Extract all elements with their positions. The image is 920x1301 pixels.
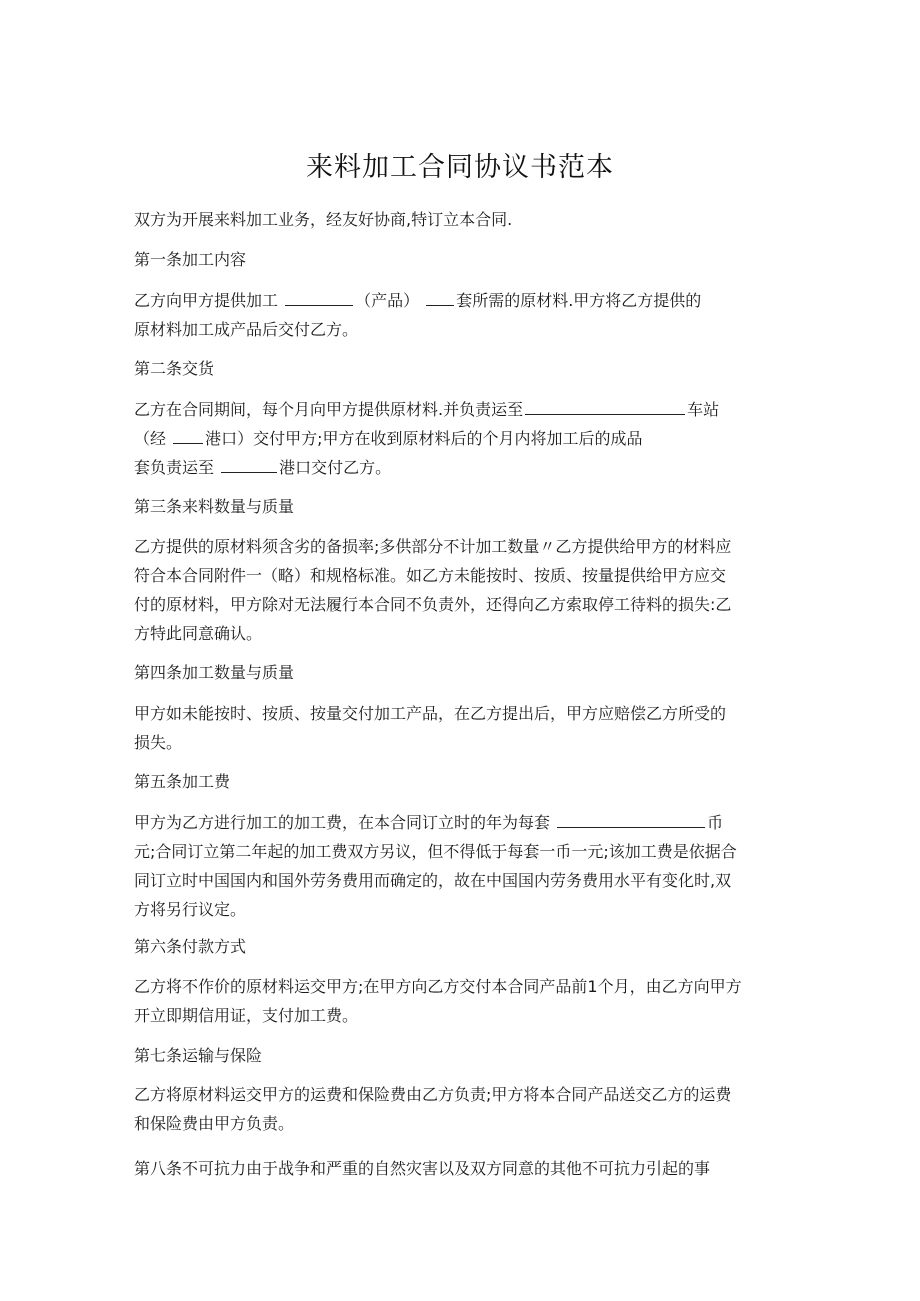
blank-product bbox=[285, 287, 353, 306]
article-1-heading: 第一条加工内容 bbox=[134, 250, 247, 269]
article-7-paragraph bbox=[134, 1080, 794, 1138]
article-3-line: 付的原材料，甲方除对无法履行本合同不负责外，还得向乙方索取停工待料的损失:乙 bbox=[134, 595, 732, 614]
article-6-heading: 第六条付款方式 bbox=[134, 937, 247, 956]
article-7-heading: 第七条运输与保险 bbox=[134, 1046, 263, 1065]
article-8-paragraph bbox=[134, 1154, 794, 1183]
blank-station bbox=[525, 396, 685, 415]
article-2-text-d: 港口）交付甲方;甲方在收到原材料后的个月内将加工后的成品 bbox=[205, 429, 643, 448]
article-2-text-a: 乙方在合同期间，每个月向甲方提供原材料.并负责运至 bbox=[134, 400, 524, 419]
article-7-line: 乙方将原材料运交甲方的运费和保险费由乙方负责;甲方将本合同产品送交乙方的运费 bbox=[134, 1085, 732, 1104]
article-1-line-1 bbox=[134, 286, 794, 315]
article-5-line-1 bbox=[134, 808, 794, 837]
article-6-paragraph bbox=[134, 972, 794, 1030]
article-1-text-c: 套所需的原材料.甲方将乙方提供的 bbox=[456, 291, 702, 310]
blank-fee bbox=[557, 809, 705, 828]
article-2-text-b: 车站 bbox=[687, 400, 720, 419]
article-4-heading: 第四条加工数量与质量 bbox=[134, 663, 295, 682]
article-5-paragraph bbox=[134, 808, 794, 924]
article-3-line: 符合本合同附件一（略）和规格标准。如乙方未能按时、按质、按量提供给甲方应交 bbox=[134, 566, 727, 585]
article-5-text-a: 甲方为乙方进行加工的加工费，在本合同订立时的年为每套 bbox=[134, 813, 551, 832]
article-6-line: 乙方将不作价的原材料运交甲方;在甲方向乙方交付本合同产品前1个月，由乙方向甲方 bbox=[134, 977, 742, 996]
article-3-paragraph bbox=[134, 532, 794, 648]
article-5-line: 元;合同订立第二年起的加工费双方另议，但不得低于每套一币一元;该加工费是依据合 bbox=[134, 842, 737, 861]
article-4-paragraph bbox=[134, 699, 794, 757]
article-2-heading: 第二条交货 bbox=[134, 359, 215, 378]
blank-quantity bbox=[426, 287, 454, 306]
article-1-text-b: （产品） bbox=[355, 291, 420, 310]
article-7-line: 和保险费由甲方负责。 bbox=[134, 1114, 295, 1133]
blank-port-via bbox=[173, 425, 203, 444]
article-1-text-a: 乙方向甲方提供加工 bbox=[134, 291, 279, 310]
article-8-line: 第八条不可抗力由于战争和严重的自然灾害以及双方同意的其他不可抗力引起的事 bbox=[134, 1159, 711, 1178]
article-5-line: 同订立时中国国内和国外劳务费用而确定的，故在中国国内劳务费用水平有变化时,双 bbox=[134, 871, 732, 890]
article-2-text-c: （经 bbox=[134, 429, 167, 448]
article-1-paragraph bbox=[134, 286, 794, 344]
article-1-line-2: 原材料加工成产品后交付乙方。 bbox=[134, 320, 359, 339]
article-2-paragraph bbox=[134, 395, 794, 482]
article-4-line: 甲方如未能按时、按质、按量交付加工产品，在乙方提出后，甲方应赔偿乙方所受的 bbox=[134, 704, 727, 723]
blank-port-destination bbox=[221, 454, 277, 473]
article-2-line-3 bbox=[134, 453, 794, 482]
article-5-heading: 第五条加工费 bbox=[134, 772, 231, 791]
article-6-line: 开立即期信用证，支付加工费。 bbox=[134, 1006, 359, 1025]
article-5-line: 方将另行议定。 bbox=[134, 900, 247, 919]
article-2-text-f: 港口交付乙方。 bbox=[279, 458, 392, 477]
article-3-line: 方特此同意确认。 bbox=[134, 624, 263, 643]
article-3-line: 乙方提供的原材料须含劣的备损率;多供部分不计加工数量〃乙方提供给甲方的材料应 bbox=[134, 537, 732, 556]
article-2-text-e: 套负责运至 bbox=[134, 458, 215, 477]
article-2-line-2 bbox=[134, 424, 794, 453]
article-2-line-1 bbox=[134, 395, 794, 424]
article-4-line: 损失。 bbox=[134, 733, 183, 752]
article-5-text-b: 币 bbox=[707, 813, 724, 832]
page-title: 来料加工合同协议书范本 bbox=[306, 152, 614, 183]
article-3-heading: 第三条来料数量与质量 bbox=[134, 497, 295, 516]
intro-paragraph: 双方为开展来料加工业务，经友好协商,特订立本合同. bbox=[134, 210, 513, 229]
